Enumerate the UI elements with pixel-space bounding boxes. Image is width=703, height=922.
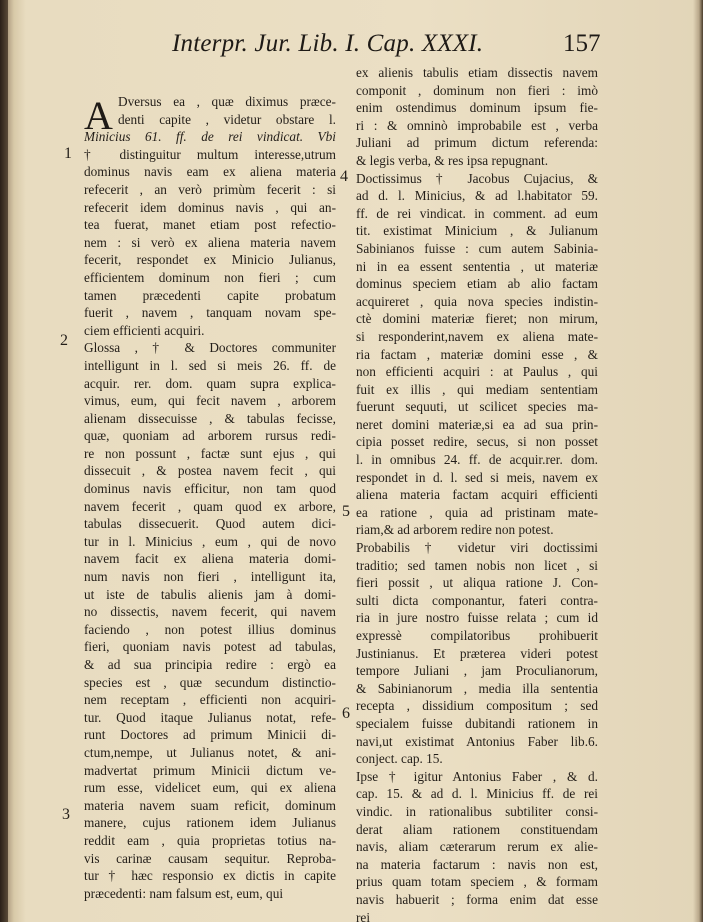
text-line: ex alienis tabulis etiam dissectis navem bbox=[356, 65, 598, 80]
text-line: dominus speciem etiam ab alio factam bbox=[356, 276, 598, 292]
text-line: acquir. rer. dom. quam supra explica- bbox=[84, 375, 336, 391]
text-line: fieri, quoniam navis potest ad tabulas, bbox=[84, 639, 336, 655]
text-line: species est , quæ secundum distinctio- bbox=[84, 674, 336, 690]
text-line: non efficienti acquiri : at Paulus , qui bbox=[356, 364, 598, 380]
text-line: Sabinianos fuisse : cum autem Sabinia- bbox=[356, 240, 598, 256]
text-line: tea fuerat, manet etiam post refectio- bbox=[84, 217, 336, 233]
margin-number: 4 bbox=[340, 168, 348, 185]
text-line: navis, aliam cæterarum rerum ex alie- bbox=[356, 839, 598, 855]
drop-cap: A bbox=[84, 93, 113, 138]
text-line: riam,& ad arborem redire non potest. bbox=[356, 522, 554, 538]
text-line: tempore Juliani , jam Proculianorum, bbox=[356, 663, 598, 679]
text-line: fieri possit , ut aliqua ratione J. Con- bbox=[356, 575, 598, 591]
text-line: Dversus ea , quæ diximus præce- bbox=[118, 94, 336, 109]
text-line: expressè compilatoribus prohibuerit bbox=[356, 628, 598, 643]
text-line: Juliani ad primum dictum referenda: bbox=[356, 135, 598, 151]
text-line: ria in jure nostro fuisse relata ; cum id bbox=[356, 610, 598, 626]
text-line: ri : & omninò improbabile est , verba bbox=[356, 117, 598, 133]
text-line: ciem efficienti acquiri. bbox=[84, 322, 205, 338]
text-line: ria factam , materiæ domini esse , & bbox=[356, 346, 598, 362]
text-line: si responderint,navem ex aliena mate- bbox=[356, 328, 598, 344]
text-line: quæ, quoniam ad arborem rursus redi- bbox=[84, 428, 336, 444]
text-line: fuerit , navem , tanquam novam spe- bbox=[84, 305, 336, 321]
text-line: aliena materia factam acquiri efficienti bbox=[356, 487, 598, 503]
margin-number: 1 bbox=[64, 145, 72, 162]
text-line: traditio; sed tamen nobis non licet , si bbox=[356, 557, 598, 573]
text-line: recepta , dissidium compositum ; sed bbox=[356, 698, 598, 714]
text-line: Minicius 61. ff. de rei vindicat. Vbi bbox=[84, 129, 336, 145]
text-line: nem : si verò ex aliena materia navem bbox=[84, 234, 336, 250]
text-line: dissecuit , & postea navem fecit , qui bbox=[84, 463, 336, 479]
text-line: ff. de rei vindicat. in comment. ad eum bbox=[356, 205, 598, 221]
text-line: Justinianus. Et præterea videri potest bbox=[356, 645, 598, 661]
margin-number: 2 bbox=[60, 332, 68, 349]
text-line: ctum,nempe, ut Julianus notet, & ani- bbox=[84, 744, 336, 760]
text-line: runt Doctores ad primum Minicii di- bbox=[84, 727, 336, 743]
text-line: fecerit, respondet ex Minicio Julianus, bbox=[84, 252, 336, 268]
text-line: no dissectis, navem fecerit, qui navem bbox=[84, 604, 336, 620]
text-line: † distinguitur multum interesse,utrum bbox=[84, 146, 336, 162]
text-line: prius quam totam speciem , & formam bbox=[356, 874, 598, 890]
text-line: refecerit , an verò primùm fecerit : si bbox=[84, 181, 336, 197]
text-line: tur. Quod itaque Julianus notat, refe- bbox=[84, 709, 336, 725]
text-line: alienam dissecuisse , & tabulas fecisse, bbox=[84, 410, 336, 426]
text-line: ad d. l. Minicius, & ad l.habitator 59. bbox=[356, 188, 598, 204]
text-line: tabulas dissecuerit. Quod autem dici- bbox=[84, 516, 336, 532]
text-line: refecerit idem dominus navis , qui an- bbox=[84, 199, 336, 215]
text-line: ea ratione , quia ad pristinam mate- bbox=[356, 504, 598, 520]
text-line: Doctissimus † Jacobus Cujacius, & bbox=[356, 170, 598, 186]
text-line: madvertat primum Minicii dictum ve- bbox=[84, 762, 336, 778]
text-line: navi,ut existimat Antonius Faber lib.6. bbox=[356, 733, 598, 749]
text-line: acquireret , quia nova species indistin- bbox=[356, 293, 598, 309]
text-line: efficientem dominum non fieri ; cum bbox=[84, 269, 336, 285]
text-line: enim ostendimus dominum ipsum fie- bbox=[356, 100, 598, 116]
text-line: vimus, eum, qui fecit navem , arborem bbox=[84, 393, 336, 409]
page-number: 157 bbox=[563, 30, 601, 57]
margin-number: 6 bbox=[342, 705, 350, 722]
margin-number: 3 bbox=[62, 806, 70, 823]
text-line: sulti dicta componantur, fateri contra- bbox=[356, 592, 598, 608]
text-line: l. in omnibus 24. ff. de acquir.rer. dom. bbox=[356, 452, 598, 468]
text-line: specialem fuisse dubitandi rationem in bbox=[356, 715, 598, 731]
book-spine bbox=[0, 0, 8, 922]
text-line: faciendo , non potest illius dominus bbox=[84, 621, 336, 637]
text-line: reddit eam , quia proprietas totius na- bbox=[84, 832, 336, 848]
text-line: ni in ea essent sententia , ut materiæ bbox=[356, 258, 598, 274]
text-line: cipia posset redire, secus, si non posset bbox=[356, 434, 598, 450]
text-line: nem receptam , efficienti non acquiri- bbox=[84, 692, 336, 708]
text-line: navem facit ex aliena materia domi- bbox=[84, 551, 336, 567]
text-line: num navis non fieri , intelligunt ita, bbox=[84, 569, 336, 585]
page-edge bbox=[693, 0, 703, 922]
text-line: derat aliam rationem constituendam bbox=[356, 821, 598, 837]
text-line: dominus navis efficitur, non tam quod bbox=[84, 481, 336, 497]
running-title: Interpr. Jur. Lib. I. Cap. XXXI. bbox=[172, 30, 484, 57]
text-line: tamen præcedenti capite probatum bbox=[84, 287, 336, 303]
text-line: & legis verba, & res ipsa repugnant. bbox=[356, 152, 549, 168]
text-line: tur † hæc responsio ex dictis in capite bbox=[84, 868, 336, 884]
text-line: vis carinæ causam sequitur. Reproba- bbox=[84, 850, 336, 866]
text-line: Ipse † igitur Antonius Faber , & d. bbox=[356, 768, 598, 784]
text-line: cap. 15. & ad d. l. Minicius ff. de rei bbox=[356, 786, 598, 802]
text-line: intelligunt in l. sed si meis 26. ff. de bbox=[84, 357, 336, 373]
text-line: dominus navis eam ex aliena materia bbox=[84, 164, 336, 180]
right-column bbox=[356, 64, 598, 922]
text-line: respondet in d. l. sed si meis, navem ex bbox=[356, 469, 598, 485]
text-line: rum esse, videlicet eum, qui ex aliena bbox=[84, 780, 336, 796]
text-line: tur in l. Minicius , eum , qui de novo bbox=[84, 533, 336, 549]
text-line: præcedenti: nam falsum est, eum, qui bbox=[84, 885, 284, 901]
text-line: na materia factarum : navis non est, bbox=[356, 856, 598, 872]
text-line: tit. existimat Minicium , & Julianum bbox=[356, 223, 598, 239]
text-line: conject. cap. 15. bbox=[356, 751, 443, 767]
text-line: manere, cujus rationem idem Julianus bbox=[84, 815, 336, 831]
text-line: & Sabinianorum , media illa sententia bbox=[356, 680, 598, 696]
text-line: Probabilis † videtur viri doctissimi bbox=[356, 540, 598, 556]
text-line: ctè domini materiæ fieret; non mirum, bbox=[356, 311, 598, 327]
text-line: ut iste de tabulis alienis jam à domi- bbox=[84, 586, 336, 602]
text-line: re non possunt , factæ sunt ejus , qui bbox=[84, 445, 336, 461]
text-line: navem fecerit , quam quod ex arbore, bbox=[84, 498, 336, 514]
text-line: & ad sua principia redire : ergò ea bbox=[84, 657, 336, 672]
text-line: navis habuerit ; forma enim dat esse bbox=[356, 891, 598, 907]
left-column bbox=[84, 93, 336, 902]
text-line: fuerunt sequuti, ut scilicet species ma- bbox=[356, 399, 598, 415]
text-line: neret domini materiæ,si ea ad sua prin- bbox=[356, 416, 598, 432]
margin-number: 5 bbox=[342, 503, 350, 520]
text-line: fuit ex illis , qui mediam sententiam bbox=[356, 381, 598, 397]
text-line: vindic. in rationalibus subtiliter consi- bbox=[356, 803, 598, 819]
text-line: denti capite , videtur obstare l. bbox=[118, 111, 336, 127]
text-line: materia navem suam reficit, dominum bbox=[84, 797, 336, 813]
text-line: componit , dominum non fieri : imò bbox=[356, 82, 598, 98]
text-line: Glossa , † & Doctores communiter bbox=[84, 340, 336, 356]
text-line: rei bbox=[356, 909, 371, 922]
